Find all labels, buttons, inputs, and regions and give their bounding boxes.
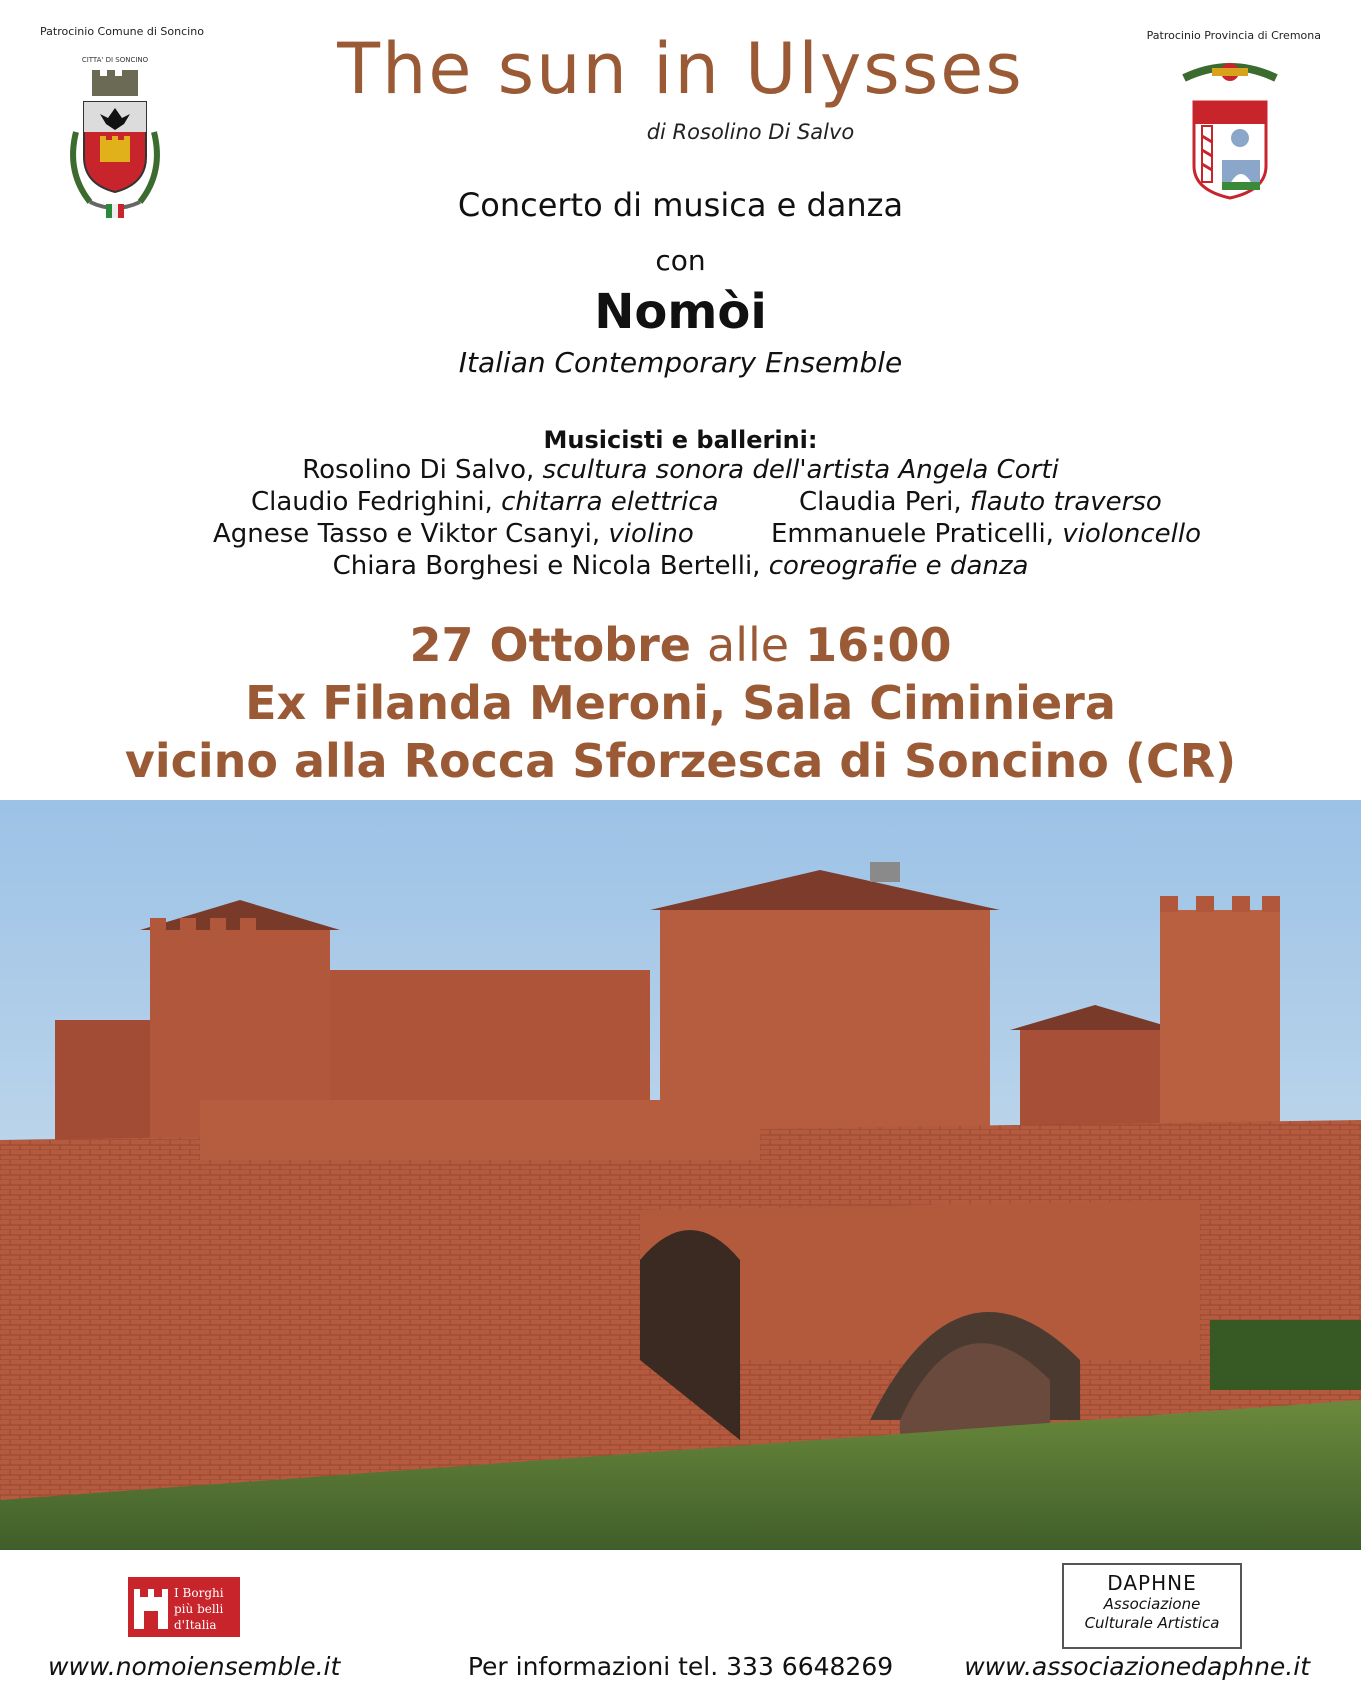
performer-row [0, 454, 1361, 486]
ensemble-subtitle: Italian Contemporary Ensemble [458, 346, 903, 379]
event-alle: alle [707, 618, 790, 672]
performer-name: Agnese Tasso e Viktor Csanyi, [213, 519, 601, 549]
patron-right-label: Patrocinio Provincia di Cremona [1146, 29, 1321, 42]
event-venue: Ex Filanda Meroni, Sala Ciminiera [245, 676, 1116, 730]
performer-role: scultura sonora dell'artista Angela Corti [542, 455, 1059, 485]
performer-role: violino [608, 519, 694, 549]
performer-name: Chiara Borghesi e Nicola Bertelli, [332, 551, 761, 581]
author-line: di Rosolino Di Salvo [646, 120, 855, 144]
concert-subtitle: Concerto di musica e danza [457, 186, 904, 224]
event-date: 27 Ottobre [409, 618, 691, 672]
event-time: 16:00 [805, 618, 952, 672]
con-text: con [655, 244, 706, 277]
borghi-line-2: più belli [174, 1602, 224, 1616]
website-link-nomoi[interactable]: www.nomoiensemble.it [48, 1652, 341, 1681]
performers-heading: Musicisti e ballerini: [543, 426, 818, 454]
daphne-logo [1062, 1563, 1242, 1649]
performer-name: Rosolino Di Salvo, [302, 455, 535, 485]
performer-name: Emmanuele Praticelli, [771, 519, 1054, 549]
performer-role: violoncello [1062, 519, 1201, 549]
borghi-line-3: d'Italia [174, 1618, 217, 1632]
daphne-name: DAPHNE [1107, 1571, 1197, 1595]
daphne-line-2: Culturale Artistica [1084, 1614, 1220, 1632]
ensemble-name: Nomòi [594, 284, 767, 340]
soncino-crest-caption: CITTA' DI SONCINO [81, 56, 149, 64]
patron-left-label: Patrocinio Comune di Soncino [40, 25, 204, 38]
castle-photo [0, 800, 1361, 1550]
event-title: The sun in Ulysses [337, 28, 1024, 110]
performer-role: flauto traverso [969, 487, 1162, 517]
info-phone: Per informazioni tel. 333 6648269 [467, 1652, 894, 1681]
event-date-time [0, 618, 1361, 672]
borghi-line-1: I Borghi [174, 1586, 224, 1600]
performer-name: Claudia Peri, [799, 487, 962, 517]
performer-role: chitarra elettrica [501, 487, 719, 517]
website-link-daphne[interactable]: www.associazionedaphne.it [964, 1652, 1310, 1681]
performer-row [0, 550, 1361, 582]
daphne-line-1: Associazione [1103, 1595, 1201, 1613]
borghi-logo-icon [128, 1577, 240, 1637]
performer-role: coreografie e danza [768, 551, 1029, 581]
event-location: vicino alla Rocca Sforzesca di Soncino (CR) [124, 734, 1237, 788]
performer-name: Claudio Fedrighini, [251, 487, 493, 517]
